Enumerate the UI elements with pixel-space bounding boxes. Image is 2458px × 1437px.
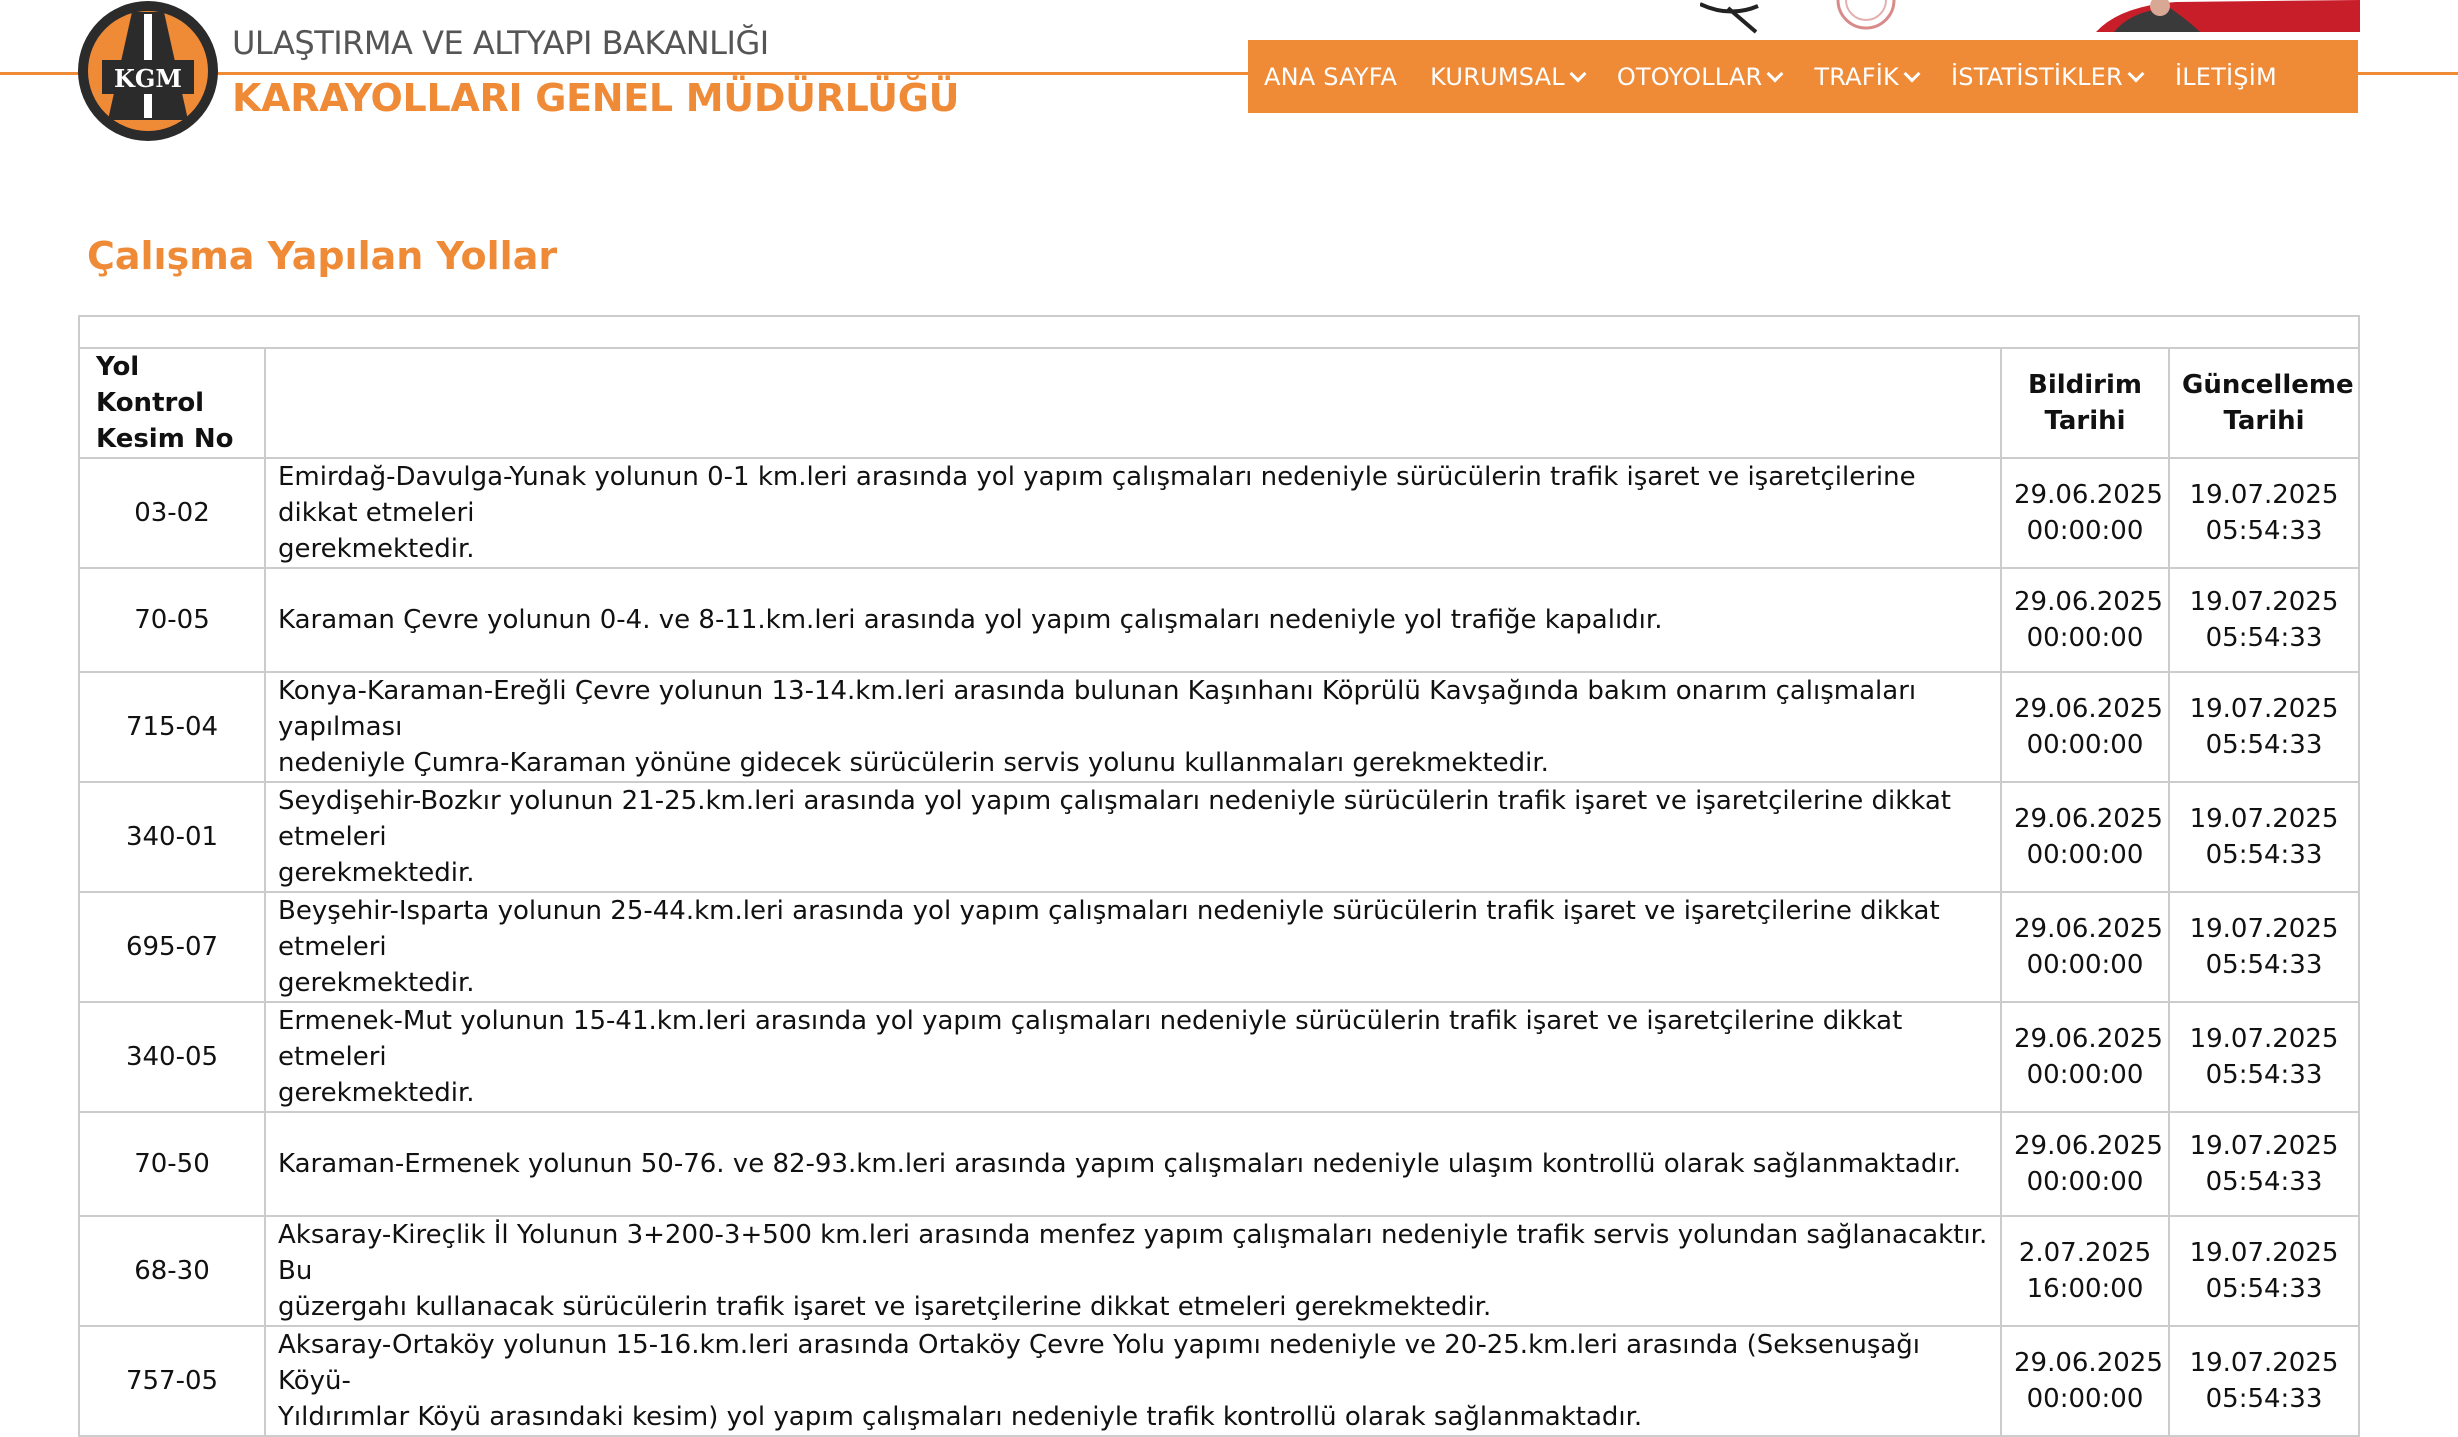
description-cell — [265, 458, 2001, 568]
nav-label: ANA SAYFA — [1264, 62, 1398, 91]
nav-label: İSTATİSTİKLER — [1951, 62, 2123, 91]
notice-date-cell — [2001, 782, 2169, 892]
update-date: 19.07.2025 — [2189, 480, 2339, 510]
notice-time: 16:00:00 — [2026, 1274, 2144, 1304]
section-no-cell: 70-50 — [79, 1112, 265, 1216]
notice-date: 29.06.2025 — [2014, 480, 2163, 510]
update-time: 05:54:33 — [2205, 1060, 2323, 1090]
description-line: Aksaray-Kireçlik İl Yolunun 3+200-3+500 km.leri arasında menfez yapım çalışmaları nedeniyle trafik servis yolundan sağlanacaktır. Bu — [278, 1220, 1988, 1286]
description-line: Aksaray-Ortaköy yolunun 15-16.km.leri arasında Ortaköy Çevre Yolu yapımı nedeniyle ve 20-25.km.leri arasında (Seksenuşağı Köyü- — [278, 1330, 1921, 1396]
description-line: Karaman Çevre yolunun 0-4. ve 8-11.km.leri arasında yol yapım çalışmaları nedeniyle yol trafiğe kapalıdır. — [278, 605, 1663, 635]
description-cell — [265, 568, 2001, 672]
section-no-cell: 715-04 — [79, 672, 265, 782]
update-time: 05:54:33 — [2205, 730, 2323, 760]
notice-date: 29.06.2025 — [2014, 914, 2163, 944]
notice-date-cell — [2001, 1216, 2169, 1326]
notice-time: 00:00:00 — [2026, 840, 2144, 870]
update-date: 19.07.2025 — [2189, 694, 2339, 724]
notice-date-cell — [2001, 1112, 2169, 1216]
column-header-notice-date — [2001, 348, 2169, 458]
description-line: Yıldırımlar Köyü arasındaki kesim) yol yapım çalışmaları nedeniyle trafik kontrollü olarak sağlanmaktadır. — [278, 1402, 1643, 1432]
column-header-update-date — [2169, 348, 2359, 458]
portrait-banner-icon — [2096, 0, 2360, 32]
update-date-cell — [2169, 568, 2359, 672]
notice-time: 00:00:00 — [2026, 623, 2144, 653]
kgm-logo[interactable] — [76, 0, 220, 142]
description-line: Emirdağ-Davulga-Yunak yolunun 0-1 km.leri arasında yol yapım çalışmaları nedeniyle sürücülerin trafik işaret ve işaretçilerine dikkat etmeleri — [278, 462, 1916, 528]
description-line: gerekmektedir. — [278, 968, 475, 998]
description-line: Karaman-Ermenek yolunun 50-76. ve 82-93.km.leri arasında yapım çalışmaları nedeniyle ulaşım kontrollü olarak sağlanmaktadır. — [278, 1149, 1962, 1179]
section-no-cell: 340-05 — [79, 1002, 265, 1112]
roadworks-table — [78, 315, 2360, 1437]
section-no-cell: 70-05 — [79, 568, 265, 672]
nav-label: TRAFİK — [1814, 62, 1899, 91]
main-nav — [1248, 40, 2358, 113]
description-cell — [265, 782, 2001, 892]
update-date-cell — [2169, 1216, 2359, 1326]
description-line: güzergahı kullanacak sürücülerin trafik işaret ve işaretçilerine dikkat etmeleri gerekmektedir. — [278, 1292, 1492, 1322]
notice-date: 29.06.2025 — [2014, 694, 2163, 724]
notice-date: 29.06.2025 — [2014, 1131, 2163, 1161]
update-time: 05:54:33 — [2205, 840, 2323, 870]
nav-contact[interactable] — [2175, 63, 2277, 91]
update-date-cell — [2169, 1326, 2359, 1436]
description-cell — [265, 1326, 2001, 1436]
table-caption-row — [79, 316, 2359, 348]
update-date-cell — [2169, 892, 2359, 1002]
nav-statistics[interactable] — [1951, 63, 2142, 91]
chevron-down-icon — [2127, 65, 2144, 82]
update-date: 19.07.2025 — [2189, 587, 2339, 617]
description-line: Ermenek-Mut yolunun 15-41.km.leri arasında yol yapım çalışmaları nedeniyle sürücülerin trafik işaret ve işaretçilerine dikkat etmeleri — [278, 1006, 1903, 1072]
notice-time: 00:00:00 — [2026, 1167, 2144, 1197]
description-cell — [265, 1002, 2001, 1112]
description-line: Beyşehir-Isparta yolunun 25-44.km.leri arasında yol yapım çalışmaları nedeniyle sürücülerin trafik işaret ve işaretçilerine dikkat etmeleri — [278, 896, 1940, 962]
header-line: Kesim No — [96, 424, 234, 454]
column-header-section-no — [79, 348, 265, 458]
notice-time: 00:00:00 — [2026, 950, 2144, 980]
table-row — [79, 458, 2359, 568]
section-no-cell: 695-07 — [79, 892, 265, 1002]
nav-corporate[interactable] — [1430, 63, 1584, 91]
notice-date-cell — [2001, 672, 2169, 782]
update-date-cell — [2169, 1002, 2359, 1112]
column-header-description — [265, 348, 2001, 458]
kgm-logo-icon — [76, 0, 220, 142]
notice-date-cell — [2001, 892, 2169, 1002]
description-line: gerekmektedir. — [278, 858, 475, 888]
partner-emblems — [1700, 0, 2360, 36]
table-row — [79, 1112, 2359, 1216]
notice-date: 29.06.2025 — [2014, 1024, 2163, 1054]
update-time: 05:54:33 — [2205, 1274, 2323, 1304]
description-cell — [265, 672, 2001, 782]
table-row — [79, 568, 2359, 672]
nav-highways[interactable] — [1617, 63, 1782, 91]
chevron-down-icon — [1569, 65, 1586, 82]
update-date: 19.07.2025 — [2189, 1348, 2339, 1378]
notice-time: 00:00:00 — [2026, 730, 2144, 760]
ministry-name: ULAŞTIRMA VE ALTYAPI BAKANLIĞI — [232, 24, 769, 62]
header-line: Tarihi — [2223, 406, 2305, 436]
header-line: Yol Kontrol — [96, 352, 205, 418]
description-cell — [265, 1216, 2001, 1326]
chevron-down-icon — [1767, 65, 1784, 82]
header-line: Tarihi — [2044, 406, 2126, 436]
notice-date: 29.06.2025 — [2014, 804, 2163, 834]
notice-date: 29.06.2025 — [2014, 587, 2163, 617]
page-title: Çalışma Yapılan Yollar — [87, 234, 558, 278]
description-line: Konya-Karaman-Ereğli Çevre yolunun 13-14.km.leri arasında bulunan Kaşınhanı Köprülü Kavşağında bakım onarım çalışmaları yapılması — [278, 676, 1917, 742]
notice-date: 2.07.2025 — [2018, 1238, 2152, 1268]
description-cell — [265, 1112, 2001, 1216]
logo-text: KGM — [114, 64, 182, 93]
nav-traffic[interactable] — [1814, 63, 1918, 91]
update-time: 05:54:33 — [2205, 1384, 2323, 1414]
notice-date-cell — [2001, 458, 2169, 568]
description-line: gerekmektedir. — [278, 534, 475, 564]
notice-time: 00:00:00 — [2026, 516, 2144, 546]
notice-date-cell — [2001, 1002, 2169, 1112]
header-line: Bildirim — [2028, 370, 2142, 400]
description-cell — [265, 892, 2001, 1002]
section-no-cell: 03-02 — [79, 458, 265, 568]
notice-date: 29.06.2025 — [2014, 1348, 2163, 1378]
update-date-cell — [2169, 782, 2359, 892]
update-time: 05:54:33 — [2205, 1167, 2323, 1197]
update-date-cell — [2169, 458, 2359, 568]
update-date-cell — [2169, 1112, 2359, 1216]
seal-icon — [1838, 0, 1894, 28]
description-line: nedeniyle Çumra-Karaman yönüne gidecek sürücülerin servis yolunu kullanmaları gerekmektedir. — [278, 748, 1549, 778]
update-date: 19.07.2025 — [2189, 1131, 2339, 1161]
roadworks-table-container — [78, 315, 2358, 1437]
table-header-row — [79, 348, 2359, 458]
update-time: 05:54:33 — [2205, 623, 2323, 653]
table-row — [79, 1326, 2359, 1436]
table-body — [79, 458, 2359, 1436]
update-date: 19.07.2025 — [2189, 1024, 2339, 1054]
table-row — [79, 672, 2359, 782]
nav-label: KURUMSAL — [1430, 62, 1565, 91]
description-line: gerekmektedir. — [278, 1078, 475, 1108]
decorative-emblem-icon — [1700, 4, 1758, 32]
update-time: 05:54:33 — [2205, 516, 2323, 546]
section-no-cell: 340-01 — [79, 782, 265, 892]
update-date: 19.07.2025 — [2189, 804, 2339, 834]
table-row — [79, 1216, 2359, 1326]
nav-home[interactable] — [1264, 63, 1397, 91]
notice-time: 00:00:00 — [2026, 1060, 2144, 1090]
table-row — [79, 892, 2359, 1002]
agency-name: KARAYOLLARI GENEL MÜDÜRLÜĞÜ — [232, 76, 960, 120]
notice-time: 00:00:00 — [2026, 1384, 2144, 1414]
header-line: Güncelleme — [2182, 370, 2354, 400]
description-line: Seydişehir-Bozkır yolunun 21-25.km.leri arasında yol yapım çalışmaları nedeniyle sürücülerin trafik işaret ve işaretçilerine dikkat etmeleri — [278, 786, 1952, 852]
chevron-down-icon — [1904, 65, 1921, 82]
nav-label: OTOYOLLAR — [1616, 62, 1763, 91]
table-row — [79, 782, 2359, 892]
table-row — [79, 1002, 2359, 1112]
section-no-cell: 757-05 — [79, 1326, 265, 1436]
notice-date-cell — [2001, 1326, 2169, 1436]
update-time: 05:54:33 — [2205, 950, 2323, 980]
nav-label: İLETİŞİM — [2174, 62, 2277, 91]
section-no-cell: 68-30 — [79, 1216, 265, 1326]
notice-date-cell — [2001, 568, 2169, 672]
update-date-cell — [2169, 672, 2359, 782]
update-date: 19.07.2025 — [2189, 914, 2339, 944]
update-date: 19.07.2025 — [2189, 1238, 2339, 1268]
